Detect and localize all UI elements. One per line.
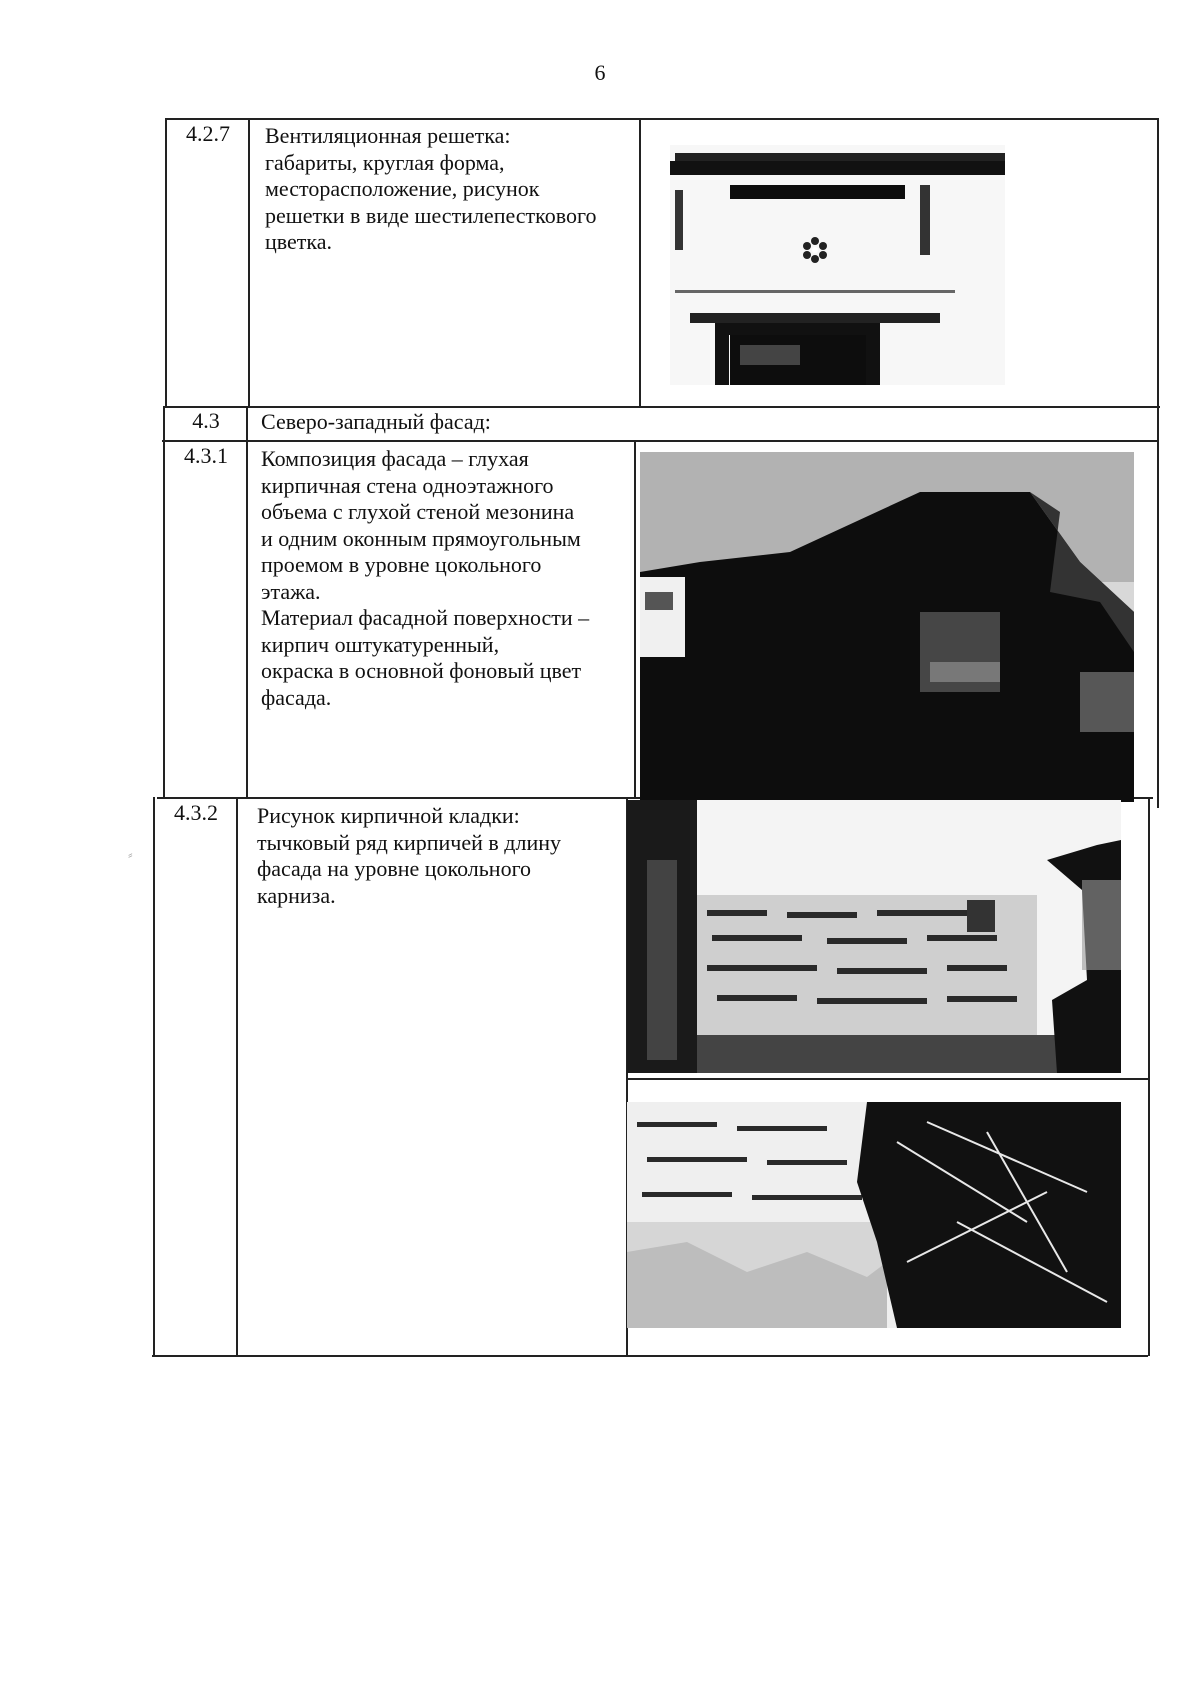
col-divider-number	[236, 797, 238, 1356]
row-divider-4-3	[164, 406, 1160, 408]
col-divider-photo	[634, 440, 636, 798]
page-number: 6	[594, 60, 606, 85]
row-divider-4-3-1	[162, 440, 1158, 442]
row-number-4-3: 4.3	[192, 408, 220, 433]
northwest-facade-photo	[640, 452, 1134, 802]
row-text-4-3-1: Композиция фасада – глухая кирпичная стена одноэтажного объема с глухой стеной мезонина и одним оконным прямоугольным проемом в уровне цокольного этажа. Материал фасадной поверхности – кирпич оштукатуренный, окраска в основной фоновый цвет фасада.	[261, 446, 590, 710]
brick-masonry-photo-lower	[627, 1102, 1121, 1328]
table-border-bottom	[152, 1355, 1148, 1357]
brick-masonry-photo-upper	[627, 800, 1121, 1073]
col-divider-number	[246, 406, 248, 798]
row-number-4-3-2: 4.3.2	[174, 800, 218, 825]
table-border-right	[1148, 797, 1150, 1356]
table-border-top	[166, 118, 1158, 120]
table-border-left	[163, 406, 165, 798]
table-border-right	[1157, 118, 1159, 808]
table-border-left	[165, 118, 167, 406]
row-number-4-3-1: 4.3.1	[184, 443, 228, 468]
ventilation-grille-photo	[670, 145, 1005, 385]
row-number-4-2-7: 4.2.7	[186, 121, 230, 146]
col-divider-number	[248, 118, 250, 406]
photo-divider	[626, 1078, 1150, 1080]
margin-scan-mark: ⸗	[128, 848, 133, 863]
row-text-4-3-2: Рисунок кирпичной кладки: тычковый ряд кирпичей в длину фасада на уровне цокольного карниза.	[257, 803, 562, 908]
col-divider-photo	[639, 118, 641, 406]
row-text-4-2-7: Вентиляционная решетка: габариты, круглая форма, месторасположение, рисунок решетки в виде шестилепесткового цветка.	[265, 123, 597, 254]
table-border-left	[153, 797, 155, 1356]
row-text-4-3: Северо-западный фасад:	[261, 409, 491, 434]
